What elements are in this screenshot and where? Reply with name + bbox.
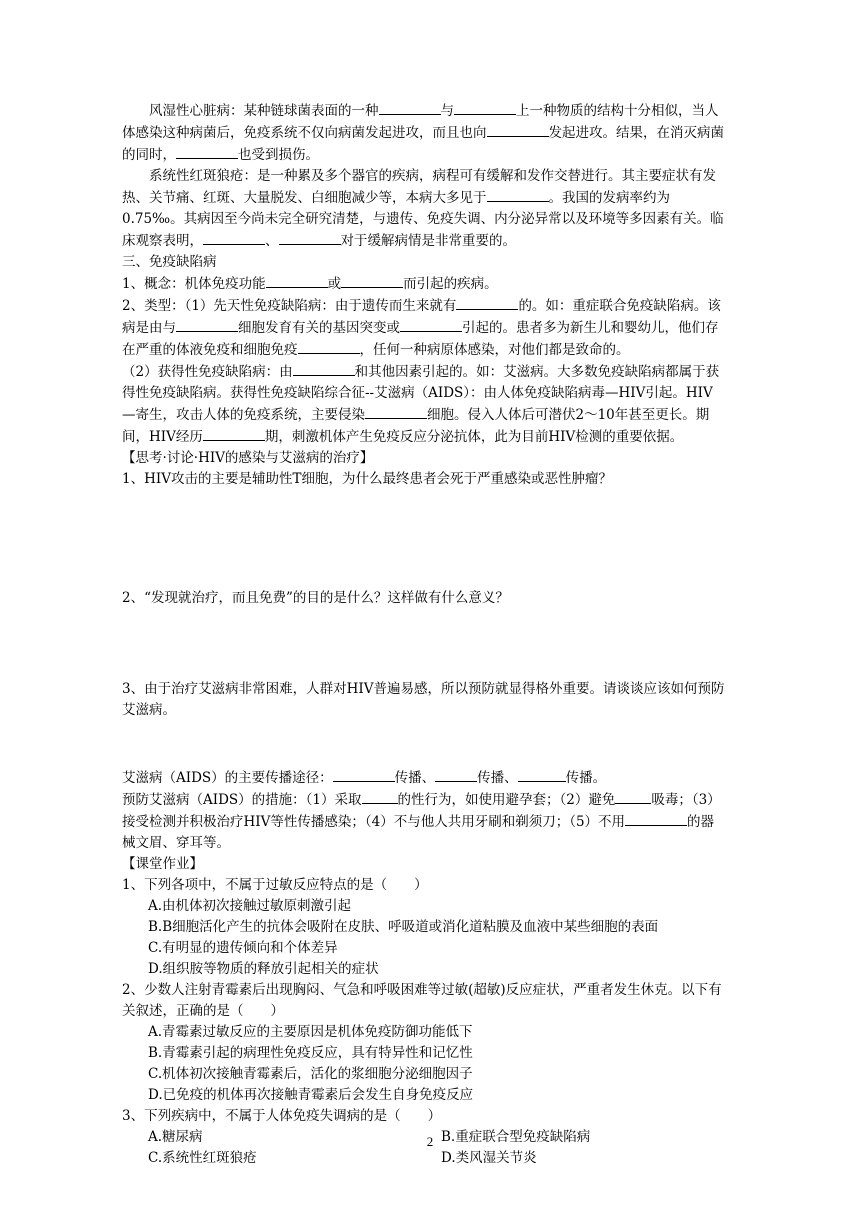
fill-blank[interactable] — [298, 339, 360, 354]
fill-blank[interactable] — [176, 317, 238, 332]
fill-blank[interactable] — [435, 767, 477, 782]
fill-blank[interactable] — [176, 144, 238, 159]
paragraph-lupus: 系统性红斑狼疮：是一种累及多个器官的疾病，病程可有缓解和发作交替进行。其主要症状有发热、关节痛、红斑、大量脱发、白细胞减少等，本病大多见于 。我国的发病率约为0.75‰。其病因至今尚未完全研究清楚，与遗传、免疫失调、内分泌异常以及环境等多因素有关。临床观察表明， 、 对于缓解病情是非常重要的。 — [122, 168, 724, 249]
page-content — [122, 100, 726, 1169]
fill-blank[interactable] — [203, 426, 265, 441]
option-c[interactable]: C.有明显的遗传倾向和个体差异 — [148, 940, 338, 956]
option-a[interactable]: A.由机体初次接触过敏原刺激引起 — [148, 898, 352, 914]
fill-blank[interactable] — [625, 811, 687, 826]
option-row — [122, 1148, 726, 1169]
fill-blank[interactable] — [203, 230, 265, 245]
question-1: 1、HIV攻击的主要是辅助性T细胞，为什么最终患者会死于严重感染或恶性肿瘤？ — [122, 471, 612, 487]
fill-blank[interactable] — [454, 100, 516, 115]
option-d[interactable]: D.已免疫的机体再次接触青霉素后会发生自身免疫反应 — [148, 1087, 474, 1103]
fill-blank[interactable] — [487, 122, 549, 137]
answer-space[interactable] — [122, 721, 726, 767]
option-b[interactable]: B.B细胞活化产生的抗体会吸附在皮肤、呼吸道或消化道粘膜及血液中某些细胞的表面 — [148, 919, 659, 935]
fill-blank[interactable] — [333, 767, 395, 782]
fill-blank[interactable] — [362, 789, 398, 804]
question-2: 2、“发现就治疗，而且免费”的目的是什么？这样做有什么意义？ — [122, 590, 509, 606]
fill-blank[interactable] — [400, 317, 462, 332]
types-paragraph: 2、类型：（1）先天性免疫缺陷病：由于遗传而生来就有 的。如：重症联合免疫缺陷病。该病是由与 细胞发育有关的基因突变或 引起的。患者多为新生儿和婴幼儿，他们存在严重的体液免疫和细胞免疫 ，任何一种病原体感染，对他们都是致命的。 — [122, 295, 726, 361]
homework-question-3: 3、下列疾病中，不属于人体免疫失调病的是（ ） — [122, 1108, 442, 1124]
fill-blank[interactable] — [365, 404, 427, 419]
option-b[interactable]: B.青霉素引起的病理性免疫反应，具有特异性和记忆性 — [148, 1045, 473, 1061]
acquired-paragraph: （2）获得性免疫缺陷病：由 和其他因素引起的。如：艾滋病。大多数免疫缺陷病都属于获得性免疫缺陷病。获得性免疫缺陷综合征--艾滋病（AIDS）：由人体免疫缺陷病毒—HIV引起。HIV—寄生，攻击人体的免疫系统，主要侵染 细胞。侵入人体后可潜伏2～10年甚至更长。期间，HIV经历 期，刺激机体产生免疫反应分泌抗体，此为目前HIV检测的重要依据。 — [122, 361, 726, 448]
fill-blank[interactable] — [293, 361, 355, 376]
fill-blank[interactable] — [266, 273, 328, 288]
option-a[interactable]: A.青霉素过敏反应的主要原因是机体免疫防御功能低下 — [148, 1024, 473, 1040]
homework-question-1: 1、下列各项中，不属于过敏反应特点的是（ ） — [122, 877, 428, 893]
fill-blank[interactable] — [615, 789, 651, 804]
option-c[interactable]: C.机体初次接触青霉素后，活化的浆细胞分泌细胞因子 — [148, 1066, 473, 1082]
homework-question-2: 2、少数人注射青霉素后出现胸闷、气急和呼吸困难等过敏(超敏)反应症状，严重者发生休克。以下有关叙述，正确的是（ ） — [122, 982, 722, 1019]
paragraph-rheumatic-heart: 风湿性心脏病：某种链球菌表面的一种 与 上一种物质的结构十分相似，当人体感染这种病菌后，免疫系统不仅向病菌发起进攻，而且也向 发起进攻。结果，在消灭病菌的同时， 也受到损伤。 — [122, 100, 726, 166]
homework-heading: 【课堂作业】 — [122, 856, 203, 872]
concept-line: 1、概念：机体免疫功能 或 而引起的疾病。 — [122, 273, 726, 295]
fill-blank[interactable] — [279, 230, 341, 245]
fill-blank[interactable] — [379, 100, 441, 115]
fill-blank[interactable] — [518, 767, 566, 782]
option-d[interactable]: D.组织胺等物质的释放引起相关的症状 — [148, 961, 379, 977]
option-a[interactable]: A.糖尿病 — [148, 1129, 203, 1145]
page-number: 2 — [426, 1134, 434, 1149]
fill-blank[interactable] — [341, 273, 403, 288]
section-heading: 三、免疫缺陷病 — [122, 254, 217, 270]
prevention-measures: 预防艾滋病（AIDS）的措施：（1）采取 的性行为，如使用避孕套；（2）避免 吸毒；（3）接受检测并积极治疗HIV等性传播感染；（4）不与他人共用牙刷和剃须刀；（5）不用 的器械文眉、穿耳等。 — [122, 789, 726, 854]
discussion-heading: 【思考·讨论·HIV的感染与艾滋病的治疗】 — [122, 450, 374, 466]
option-b[interactable]: B.重症联合型免疫缺陷病 — [441, 1129, 591, 1145]
option-d[interactable]: D.类风湿关节炎 — [441, 1150, 537, 1166]
option-c[interactable]: C.系统性红斑狼疮 — [148, 1150, 257, 1166]
answer-space[interactable] — [122, 490, 726, 588]
transmission-routes: 艾滋病（AIDS）的主要传播途径： 传播、 传播、 传播。 — [122, 767, 726, 789]
answer-space[interactable] — [122, 609, 726, 679]
question-3: 3、由于治疗艾滋病非常困难，人群对HIV普遍易感，所以预防就显得格外重要。请谈谈应该如何预防艾滋病。 — [122, 681, 725, 718]
fill-blank[interactable] — [487, 187, 549, 202]
fill-blank[interactable] — [456, 295, 518, 310]
